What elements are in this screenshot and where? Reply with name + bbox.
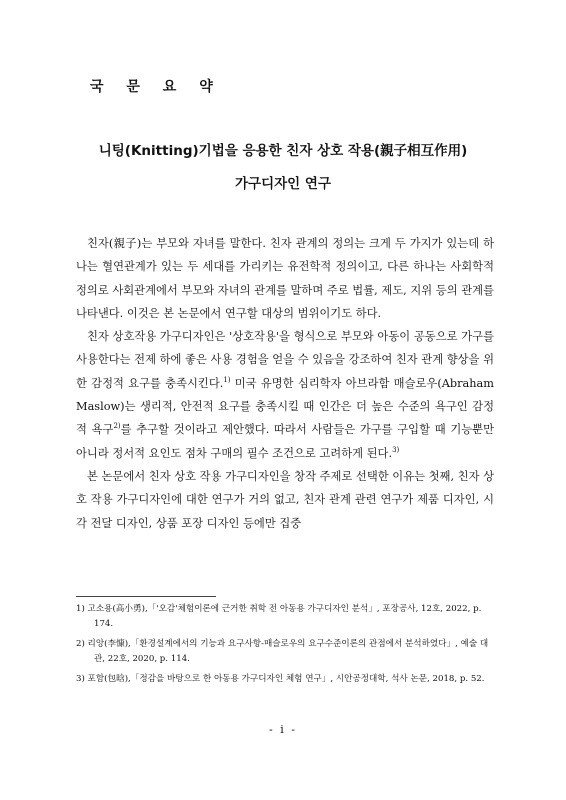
footnote-ref-3[interactable]: 3): [392, 445, 400, 454]
paragraph-2-part-b: 미국 유명한 심리학자 아브라함 매슬로우(Abraham Maslow)는 생리적, 안전적 요구를 충족시킬 때 인간은 더 높은 수준의 욕구인 감정적 욕구: [76, 376, 494, 437]
footnote-ref-2[interactable]: 2): [113, 422, 121, 431]
paragraph-2-part-c: 를 추구할 것이라고 제안했다. 따라서 사람들은 가구를 구입할 때 기능뿐만 아니라 정서적 요인도 점차 구매의 필수 조건으로 고려하게 된다.: [76, 423, 494, 460]
thesis-title-line-2: 가구디자인 연구: [235, 176, 331, 192]
footnote-ref-1[interactable]: 1): [223, 376, 231, 385]
section-heading: 국 문 요 약: [90, 79, 222, 95]
footnotes: [76, 602, 494, 692]
paragraph-3: 본 논문에서 친자 상호 작용 가구디자인을 창작 주제로 선택한 이유는 첫째, 친자 상호 작용 가구디자인에 대한 연구가 거의 없고, 친자 관계 관련 연구가 제품 디자인, 시각 전달 디자인, 상품 포장 디자인 등에만 집중: [76, 469, 494, 530]
paragraph-1: 친자(親子)는 부모와 자녀를 말한다. 친자 관계의 정의는 크게 두 가지가 있는데 하나는 혈연관계가 있는 두 세대를 가리키는 유전학적 정의이고, 다른 하나는 사회학적 정의로 사회관계에서 부모와 자녀의 관계를 말하며 주로 법률, 제도, 지위 등의 관계를 나타낸다. 이것은 본 논문에서 연구할 대상의 범위이기도 하다.: [76, 237, 494, 320]
footnote-1: 1) 고소용(高小勇),「'오감'체험이론에 근거한 취학 전 아동용 가구디자인 분석」, 포장공사, 12호, 2022, p. 174.: [76, 604, 482, 629]
page-number: - i -: [269, 723, 297, 736]
footnote-divider: [76, 596, 216, 597]
paragraph-2: [76, 325, 494, 465]
paragraph-2-part-a: 친자 상호작용 가구디자인은 '상호작용'을 형식으로 부모와 아동이 공동으로 가구를 사용한다는 전제 하에 좋은 사용 경험을 얻을 수 있음을 강조하여 친자 관계 향상을 위한 감정적 요구를 충족시킨다.: [76, 330, 494, 390]
abstract-body: [76, 232, 494, 535]
footnote-2: 2) 리앙(李慷),「환경설계에서의 기능과 요구사항-매슬로우의 요구수준이론의 관점에서 분석하였다」, 예술 대관, 22호, 2020, p. 114.: [76, 639, 489, 664]
thesis-title-line-1: 니팅(Knitting)기법을 응용한 친자 상호 작용(親子相互作用): [98, 143, 468, 159]
footnote-3: 3) 포함(包晗),「정감을 바탕으로 한 아동용 가구디자인 체험 연구」, 시안공정대학, 석사 논문, 2018, p. 52.: [76, 674, 485, 684]
